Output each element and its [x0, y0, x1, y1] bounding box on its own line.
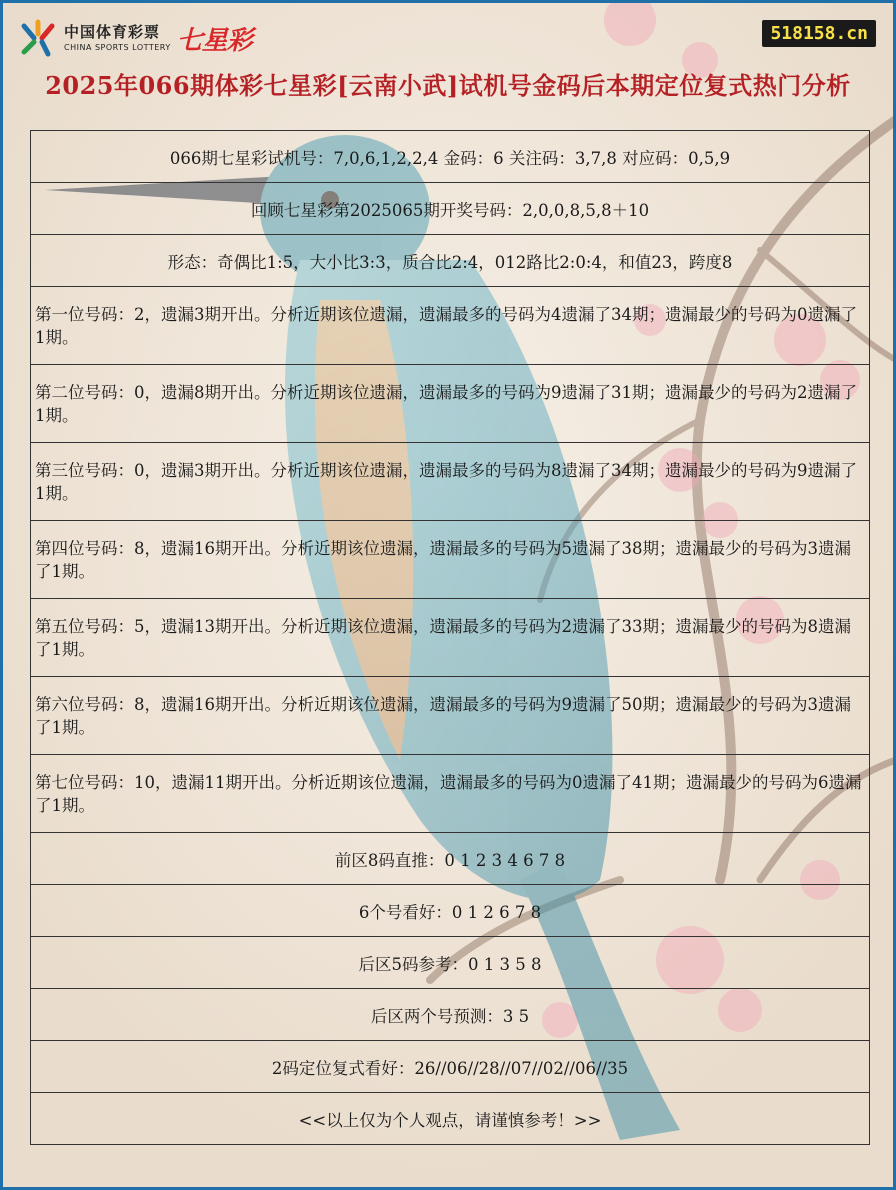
table-row [31, 833, 870, 885]
table-row [31, 755, 870, 833]
table-row [31, 365, 870, 443]
analysis-table [30, 130, 870, 1145]
disclaimer-cell: <<以上仅为个人观点，请谨慎参考！>> [31, 1093, 870, 1145]
six-picks-cell: 6个号看好：0 1 2 6 7 8 [31, 885, 870, 937]
previous-draw-cell: 回顾七星彩第2025065期开奖号码：2,0,0,8,5,8＋10 [31, 183, 870, 235]
table-row [31, 287, 870, 365]
site-domain-badge: 518158.cn [762, 20, 876, 47]
position-3-analysis: 第三位号码：0，遗漏3期开出。分析近期该位遗漏，遗漏最多的号码为8遗漏了34期；遗漏最少的号码为9遗漏了1期。 [31, 443, 870, 521]
logo-chinese-name: 中国体育彩票 [64, 22, 161, 41]
table-row [31, 989, 870, 1041]
lottery-star-logo-icon [18, 18, 58, 58]
position-7-analysis: 第七位号码：10，遗漏11期开出。分析近期该位遗漏，遗漏最多的号码为0遗漏了41期；遗漏最少的号码为6遗漏了1期。 [31, 755, 870, 833]
table-row [31, 937, 870, 989]
position-2-analysis: 第二位号码：0，遗漏8期开出。分析近期该位遗漏，遗漏最多的号码为9遗漏了31期；遗漏最少的号码为2遗漏了1期。 [31, 365, 870, 443]
position-1-analysis: 第一位号码：2，遗漏3期开出。分析近期该位遗漏，遗漏最多的号码为4遗漏了34期；遗漏最少的号码为0遗漏了1期。 [31, 287, 870, 365]
table-row [31, 885, 870, 937]
pattern-cell: 形态：奇偶比1:5，大小比3:3，质合比2:4，012路比2:0:4，和值23，跨度8 [31, 235, 870, 287]
table-row [31, 1041, 870, 1093]
table-row [31, 235, 870, 287]
table-row [31, 521, 870, 599]
front-8-picks-cell: 前区8码直推：0 1 2 3 4 6 7 8 [31, 833, 870, 885]
position-4-analysis: 第四位号码：8，遗漏16期开出。分析近期该位遗漏，遗漏最多的号码为5遗漏了38期；遗漏最少的号码为3遗漏了1期。 [31, 521, 870, 599]
trial-number-cell: 066期七星彩试机号：7,0,6,1,2,2,4 金码：6 关注码：3,7,8 对应码：0,5,9 [31, 131, 870, 183]
table-row [31, 443, 870, 521]
back-2-prediction-cell: 后区两个号预测：3 5 [31, 989, 870, 1041]
logo-brand-name: 七星彩 [176, 25, 252, 56]
table-row [31, 677, 870, 755]
logo-english-name: CHINA SPORTS LOTTERY [64, 42, 171, 52]
page-title: 2025年066期体彩七星彩[云南小武]试机号金码后本期定位复式热门分析 [45, 71, 851, 100]
position-6-analysis: 第六位号码：8，遗漏16期开出。分析近期该位遗漏，遗漏最多的号码为9遗漏了50期；遗漏最少的号码为3遗漏了1期。 [31, 677, 870, 755]
back-5-reference-cell: 后区5码参考：0 1 3 5 8 [31, 937, 870, 989]
two-code-position-cell: 2码定位复式看好：26//06//28//07//02//06//35 [31, 1041, 870, 1093]
table-row [31, 599, 870, 677]
table-row [31, 1093, 870, 1145]
position-5-analysis: 第五位号码：5，遗漏13期开出。分析近期该位遗漏，遗漏最多的号码为2遗漏了33期；遗漏最少的号码为8遗漏了1期。 [31, 599, 870, 677]
table-row [31, 131, 870, 183]
china-sports-lottery-logo [18, 18, 278, 58]
table-row [31, 183, 870, 235]
